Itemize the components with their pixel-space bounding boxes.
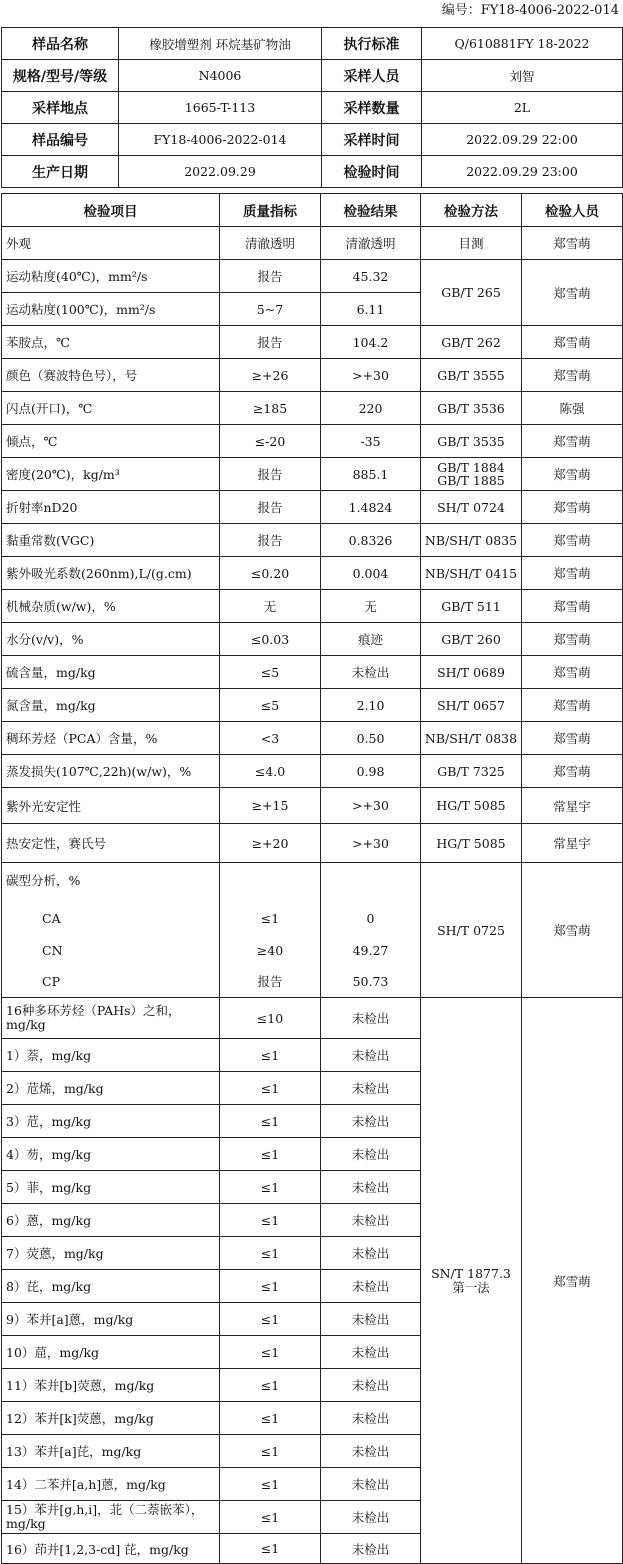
carbon-results [321,863,421,998]
item-result: 220 [321,392,421,425]
pah-item-spec: ≤1 [220,1402,321,1435]
item-result: 无 [321,590,421,623]
value-sample-number: FY18-4006-2022-014 [119,124,322,156]
table-row [2,590,623,623]
item-tester: 郑雪萌 [522,590,623,623]
item-name: 热安定性，赛氏号 [2,824,220,863]
pah-item-spec: ≤1 [220,1204,321,1237]
pah-result: 未检出 [321,998,421,1039]
pah-item: 16）茚并[1,2,3-cd] 芘，mg/kg [2,1534,220,1564]
item-method: SH/T 0657 [421,689,522,722]
item-result: 0.004 [321,557,421,590]
item-tester: 常星宇 [522,788,623,824]
pah-item-spec: ≤1 [220,1435,321,1468]
item-spec: ≥+20 [220,824,321,863]
item-name: 苯胺点，℃ [2,326,220,359]
pah-item-result: 未检出 [321,1303,421,1336]
item-tester: 常星宇 [522,824,623,863]
item-method: 目测 [421,227,522,260]
carbon-analysis-items [2,863,220,998]
pah-item-result: 未检出 [321,1171,421,1204]
carbon-method: SH/T 0725 [421,863,522,998]
item-result: 0.98 [321,755,421,788]
item-result: 45.32 [321,260,421,293]
carbon-ca: CA [42,911,61,926]
pah-item-result: 未检出 [321,1402,421,1435]
pah-item-result: 未检出 [321,1501,421,1534]
pah-item-result: 未检出 [321,1237,421,1270]
info-row [2,124,623,156]
pah-item-result: 未检出 [321,1468,421,1501]
value-sampling-location: 1665-T-113 [119,92,322,124]
item-spec: ≥185 [220,392,321,425]
item-result: 清澈透明 [321,227,421,260]
item-result: >+30 [321,824,421,863]
pah-title: 16种多环芳烃（PAHs）之和，mg/kg [2,998,220,1039]
item-method: GB/T 3535 [421,425,522,458]
carbon-tester: 郑雪萌 [522,863,623,998]
pah-item-result: 未检出 [321,1435,421,1468]
item-tester: 郑雪萌 [522,656,623,689]
item-name: 氮含量，mg/kg [2,689,220,722]
carbon-result: 0 [366,911,375,926]
value-production-date: 2022.09.29 [119,156,322,188]
item-method [421,458,522,491]
pah-item-result: 未检出 [321,1072,421,1105]
item-spec: 报告 [220,524,321,557]
item-method: HG/T 5085 [421,824,522,863]
pah-spec: ≤10 [220,998,321,1039]
method-line: GB/T 1885 [437,473,505,488]
info-row [2,60,623,92]
value-spec-model: N4006 [119,60,322,92]
carbon-spec: 报告 [257,974,283,989]
item-spec: 报告 [220,458,321,491]
item-method: NB/SH/T 0415 [421,557,522,590]
table-row [2,524,623,557]
pah-item-result: 未检出 [321,1138,421,1171]
pah-item: 1）萘，mg/kg [2,1039,220,1072]
pah-item-spec: ≤1 [220,1072,321,1105]
item-name: 颜色（赛波特色号），号 [2,359,220,392]
item-name: 紫外吸光系数(260nm),L/(g.cm) [2,557,220,590]
value-sampler: 刘智 [422,60,623,92]
item-name: 蒸发损失(107℃,22h)(w/w)，% [2,755,220,788]
carbon-result: 50.73 [352,974,389,989]
header-spec: 质量指标 [220,194,321,227]
pah-item: 14）二苯并[a,h]蒽，mg/kg [2,1468,220,1501]
item-name: 闪点(开口)，℃ [2,392,220,425]
table-row [2,824,623,863]
header-row [2,194,623,227]
value-test-time: 2022.09.29 23:00 [422,156,623,188]
item-name: 稠环芳烃（PCA）含量，% [2,722,220,755]
item-result: 0.50 [321,722,421,755]
pah-item-result: 未检出 [321,1105,421,1138]
item-method: GB/T 7325 [421,755,522,788]
pah-item-spec: ≤1 [220,1171,321,1204]
header-tester: 检验人员 [522,194,623,227]
label-spec-model: 规格/型号/等级 [2,60,119,92]
item-name: 倾点，℃ [2,425,220,458]
item-tester: 郑雪萌 [522,359,623,392]
item-method: GB/T 265 [421,260,522,326]
table-row [2,755,623,788]
item-name: 密度(20℃)，kg/m³ [2,458,220,491]
item-method: GB/T 262 [421,326,522,359]
item-tester: 郑雪萌 [522,458,623,491]
pah-item: 9）苯并[a]蒽，mg/kg [2,1303,220,1336]
pah-item: 8）芘，mg/kg [2,1270,220,1303]
pah-item-spec: ≤1 [220,1534,321,1564]
carbon-result: 49.27 [352,943,389,958]
table-row [2,557,623,590]
carbon-spec: ≥40 [256,943,284,958]
item-spec: 报告 [220,491,321,524]
pah-item-spec: ≤1 [220,1336,321,1369]
inspection-table [1,193,623,1564]
pah-item-spec: ≤1 [220,1468,321,1501]
item-name: 紫外光安定性 [2,788,220,824]
pah-item-spec: ≤1 [220,1105,321,1138]
table-row [2,491,623,524]
method-line: 第一法 [452,1279,490,1295]
label-sample-number: 样品编号 [2,124,119,156]
item-tester: 郑雪萌 [522,260,623,326]
pah-item: 3）苊，mg/kg [2,1105,220,1138]
item-spec: 报告 [220,326,321,359]
pah-item: 7）荧蒽，mg/kg [2,1237,220,1270]
pah-item: 6）蒽，mg/kg [2,1204,220,1237]
pah-tester: 郑雪萌 [522,998,623,1564]
table-row [2,326,623,359]
carbon-title: 碳型分析，% [6,873,81,888]
label-sampling-time: 采样时间 [322,124,422,156]
pah-item-result: 未检出 [321,1270,421,1303]
method-line: GB/T 1884 [437,460,505,475]
item-tester: 郑雪萌 [522,227,623,260]
item-name: 水分(v/v)，% [2,623,220,656]
table-row [2,227,623,260]
value-standard: Q/610881FY 18-2022 [422,28,623,60]
item-result: >+30 [321,788,421,824]
pah-item: 10）䓛，mg/kg [2,1336,220,1369]
item-tester: 郑雪萌 [522,623,623,656]
item-spec: ≥+15 [220,788,321,824]
pah-item-spec: ≤1 [220,1237,321,1270]
pah-item-result: 未检出 [321,1039,421,1072]
pah-sum-row [2,998,623,1039]
label-sample-quantity: 采样数量 [322,92,422,124]
item-tester: 郑雪萌 [522,425,623,458]
value-sampling-time: 2022.09.29 22:00 [422,124,623,156]
item-method: GB/T 3536 [421,392,522,425]
item-result: 104.2 [321,326,421,359]
item-result: 未检出 [321,656,421,689]
table-row [2,392,623,425]
carbon-analysis-row [2,863,623,998]
table-row [2,359,623,392]
item-result: 6.11 [321,293,421,326]
item-result: 痕迹 [321,623,421,656]
table-row [2,722,623,755]
label-sampler: 采样人员 [322,60,422,92]
header-item: 检验项目 [2,194,220,227]
header-result: 检验结果 [321,194,421,227]
table-row [2,623,623,656]
item-spec: 无 [220,590,321,623]
pah-item: 12）苯并[k]荧蒽，mg/kg [2,1402,220,1435]
item-method: HG/T 5085 [421,788,522,824]
item-tester: 郑雪萌 [522,722,623,755]
info-row [2,156,623,188]
item-spec: ≤-20 [220,425,321,458]
item-name: 外观 [2,227,220,260]
pah-item: 2）苊烯，mg/kg [2,1072,220,1105]
item-method: NB/SH/T 0838 [421,722,522,755]
item-name: 运动粘度(40℃)，mm²/s [2,260,220,293]
pah-item-spec: ≤1 [220,1138,321,1171]
item-spec: 清澈透明 [220,227,321,260]
item-name: 硫含量，mg/kg [2,656,220,689]
label-sample-name: 样品名称 [2,28,119,60]
label-sampling-location: 采样地点 [2,92,119,124]
table-row [2,788,623,824]
item-spec: ≤0.03 [220,623,321,656]
item-method: GB/T 511 [421,590,522,623]
pah-item-result: 未检出 [321,1204,421,1237]
item-name: 运动粘度(100℃)，mm²/s [2,293,220,326]
item-spec: ≤5 [220,656,321,689]
item-spec: ≤0.20 [220,557,321,590]
pah-item-spec: ≤1 [220,1369,321,1402]
item-method: NB/SH/T 0835 [421,524,522,557]
item-tester: 郑雪萌 [522,689,623,722]
item-tester: 郑雪萌 [522,755,623,788]
info-row [2,28,623,60]
item-tester: 郑雪萌 [522,326,623,359]
label-test-time: 检验时间 [322,156,422,188]
carbon-specs [220,863,321,998]
item-name: 折射率nD20 [2,491,220,524]
item-result: 1.4824 [321,491,421,524]
item-method: SH/T 0724 [421,491,522,524]
pah-item-result: 未检出 [321,1369,421,1402]
pah-item-result: 未检出 [321,1534,421,1564]
item-tester: 郑雪萌 [522,491,623,524]
header-method: 检验方法 [421,194,522,227]
pah-item-result: 未检出 [321,1336,421,1369]
item-spec: 5~7 [220,293,321,326]
item-spec: ≥+26 [220,359,321,392]
item-result: >+30 [321,359,421,392]
pah-item-spec: ≤1 [220,1270,321,1303]
pah-item: 5）菲，mg/kg [2,1171,220,1204]
item-name: 机械杂质(w/w)，% [2,590,220,623]
item-tester: 郑雪萌 [522,524,623,557]
pah-item: 11）苯并[b]荧蒽，mg/kg [2,1369,220,1402]
pah-method [421,998,522,1564]
item-result: 885.1 [321,458,421,491]
pah-item: 15）苯并[g,h,i]，苝（二萘嵌苯），mg/kg [2,1501,220,1534]
item-spec: 报告 [220,260,321,293]
table-row [2,458,623,491]
item-method: SH/T 0689 [421,656,522,689]
value-sample-quantity: 2L [422,92,623,124]
document-number: 编号：FY18-4006-2022-014 [441,3,619,18]
sample-info-table [1,27,623,188]
item-spec: ≤4.0 [220,755,321,788]
info-row [2,92,623,124]
table-row [2,689,623,722]
item-spec: <3 [220,722,321,755]
label-standard: 执行标准 [322,28,422,60]
item-result: 0.8326 [321,524,421,557]
item-method: GB/T 260 [421,623,522,656]
carbon-spec: ≤1 [260,911,280,926]
label-production-date: 生产日期 [2,156,119,188]
table-row [2,425,623,458]
item-tester: 陈强 [522,392,623,425]
value-sample-name: 橡胶增塑剂 环烷基矿物油 [119,28,322,60]
carbon-cp: CP [42,974,60,989]
item-spec: ≤5 [220,689,321,722]
item-name: 黏重常数(VGC) [2,524,220,557]
pah-item-spec: ≤1 [220,1303,321,1336]
pah-item: 13）苯并[a]芘，mg/kg [2,1435,220,1468]
item-result: 2.10 [321,689,421,722]
item-result: -35 [321,425,421,458]
carbon-cn: CN [42,943,63,958]
table-row [2,656,623,689]
pah-item: 4）芴，mg/kg [2,1138,220,1171]
method-line: SN/T 1877.3 [431,1265,511,1281]
table-row [2,260,623,293]
pah-item-spec: ≤1 [220,1501,321,1534]
pah-item-spec: ≤1 [220,1039,321,1072]
item-method: GB/T 3555 [421,359,522,392]
item-tester: 郑雪萌 [522,557,623,590]
